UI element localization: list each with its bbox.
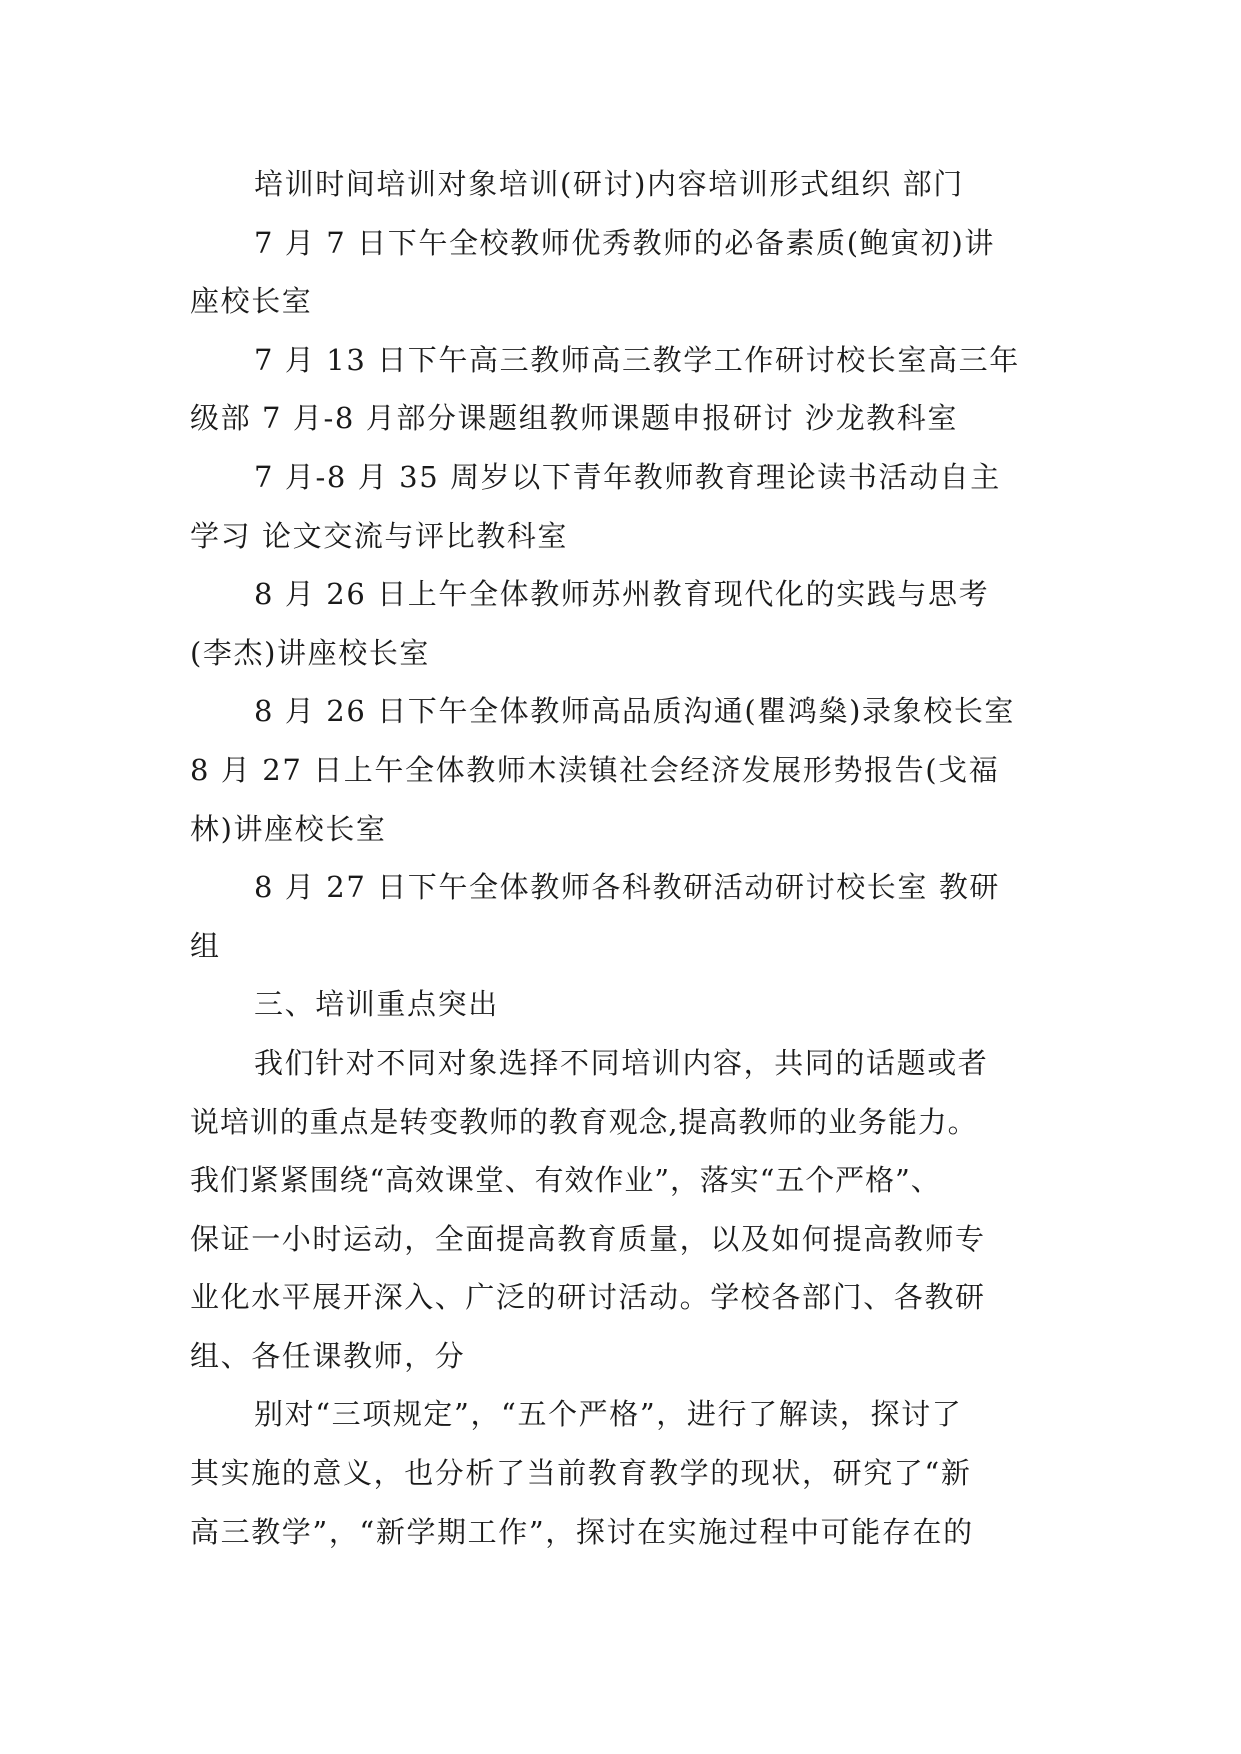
paragraph-line: 高三教学”，“新学期工作”，探讨在实施过程中可能存在的 [190, 1514, 974, 1549]
schedule-line: 8 月 27 日上午全体教师木渎镇社会经济发展形势报告(戈福 [190, 752, 1000, 787]
schedule-line: 7 月-8 月 35 周岁以下青年教师教育理论读书活动自主 [254, 459, 1001, 494]
schedule-line: 学习 论文交流与评比教科室 [190, 518, 569, 553]
schedule-line: (李杰)讲座校长室 [190, 635, 431, 670]
schedule-line: 8 月 26 日上午全体教师苏州教育现代化的实践与思考 [254, 577, 990, 612]
paragraph-line: 我们紧紧围绕“高效课堂、有效作业”，落实“五个严格”、 [190, 1163, 941, 1198]
paragraph-line: 其实施的意义，也分析了当前教育教学的现状，研究了“新 [190, 1456, 972, 1491]
document-body [190, 155, 1070, 1561]
schedule-line: 组 [190, 928, 221, 963]
table-header-line: 培训时间培训对象培训(研讨)内容培训形式组织 部门 [254, 167, 964, 201]
paragraph-line: 保证一小时运动，全面提高教育质量，以及如何提高教师专 [190, 1221, 986, 1256]
paragraph-line: 我们针对不同对象选择不同培训内容，共同的话题或者 [254, 1045, 989, 1080]
schedule-line: 级部 7 月-8 月部分课题组教师课题申报研讨 沙龙教科室 [190, 401, 958, 436]
paragraph-line: 别对“三项规定”，“五个严格”，进行了解读，探讨了 [254, 1397, 963, 1432]
paragraph-line: 业化水平展开深入、广泛的研讨活动。学校各部门、各教研 [190, 1280, 986, 1315]
schedule-line: 林)讲座校长室 [190, 811, 387, 846]
schedule-line: 7 月 7 日下午全校教师优秀教师的必备素质(鲍寅初)讲 [254, 225, 995, 260]
schedule-line: 8 月 26 日下午全体教师高品质沟通(瞿鸿燊)录象校长室 [254, 694, 1016, 729]
schedule-line: 7 月 13 日下午高三教师高三教学工作研讨校长室高三年 [254, 342, 1020, 377]
schedule-line: 8 月 27 日下午全体教师各科教研活动研讨校长室 教研 [254, 870, 1001, 905]
section-heading: 三、培训重点突出 [254, 987, 499, 1022]
paragraph-line: 组、各任课教师，分 [190, 1338, 466, 1373]
schedule-line: 座校长室 [190, 284, 313, 319]
paragraph-line: 说培训的重点是转变教师的教育观念,提高教师的业务能力。 [190, 1104, 978, 1139]
